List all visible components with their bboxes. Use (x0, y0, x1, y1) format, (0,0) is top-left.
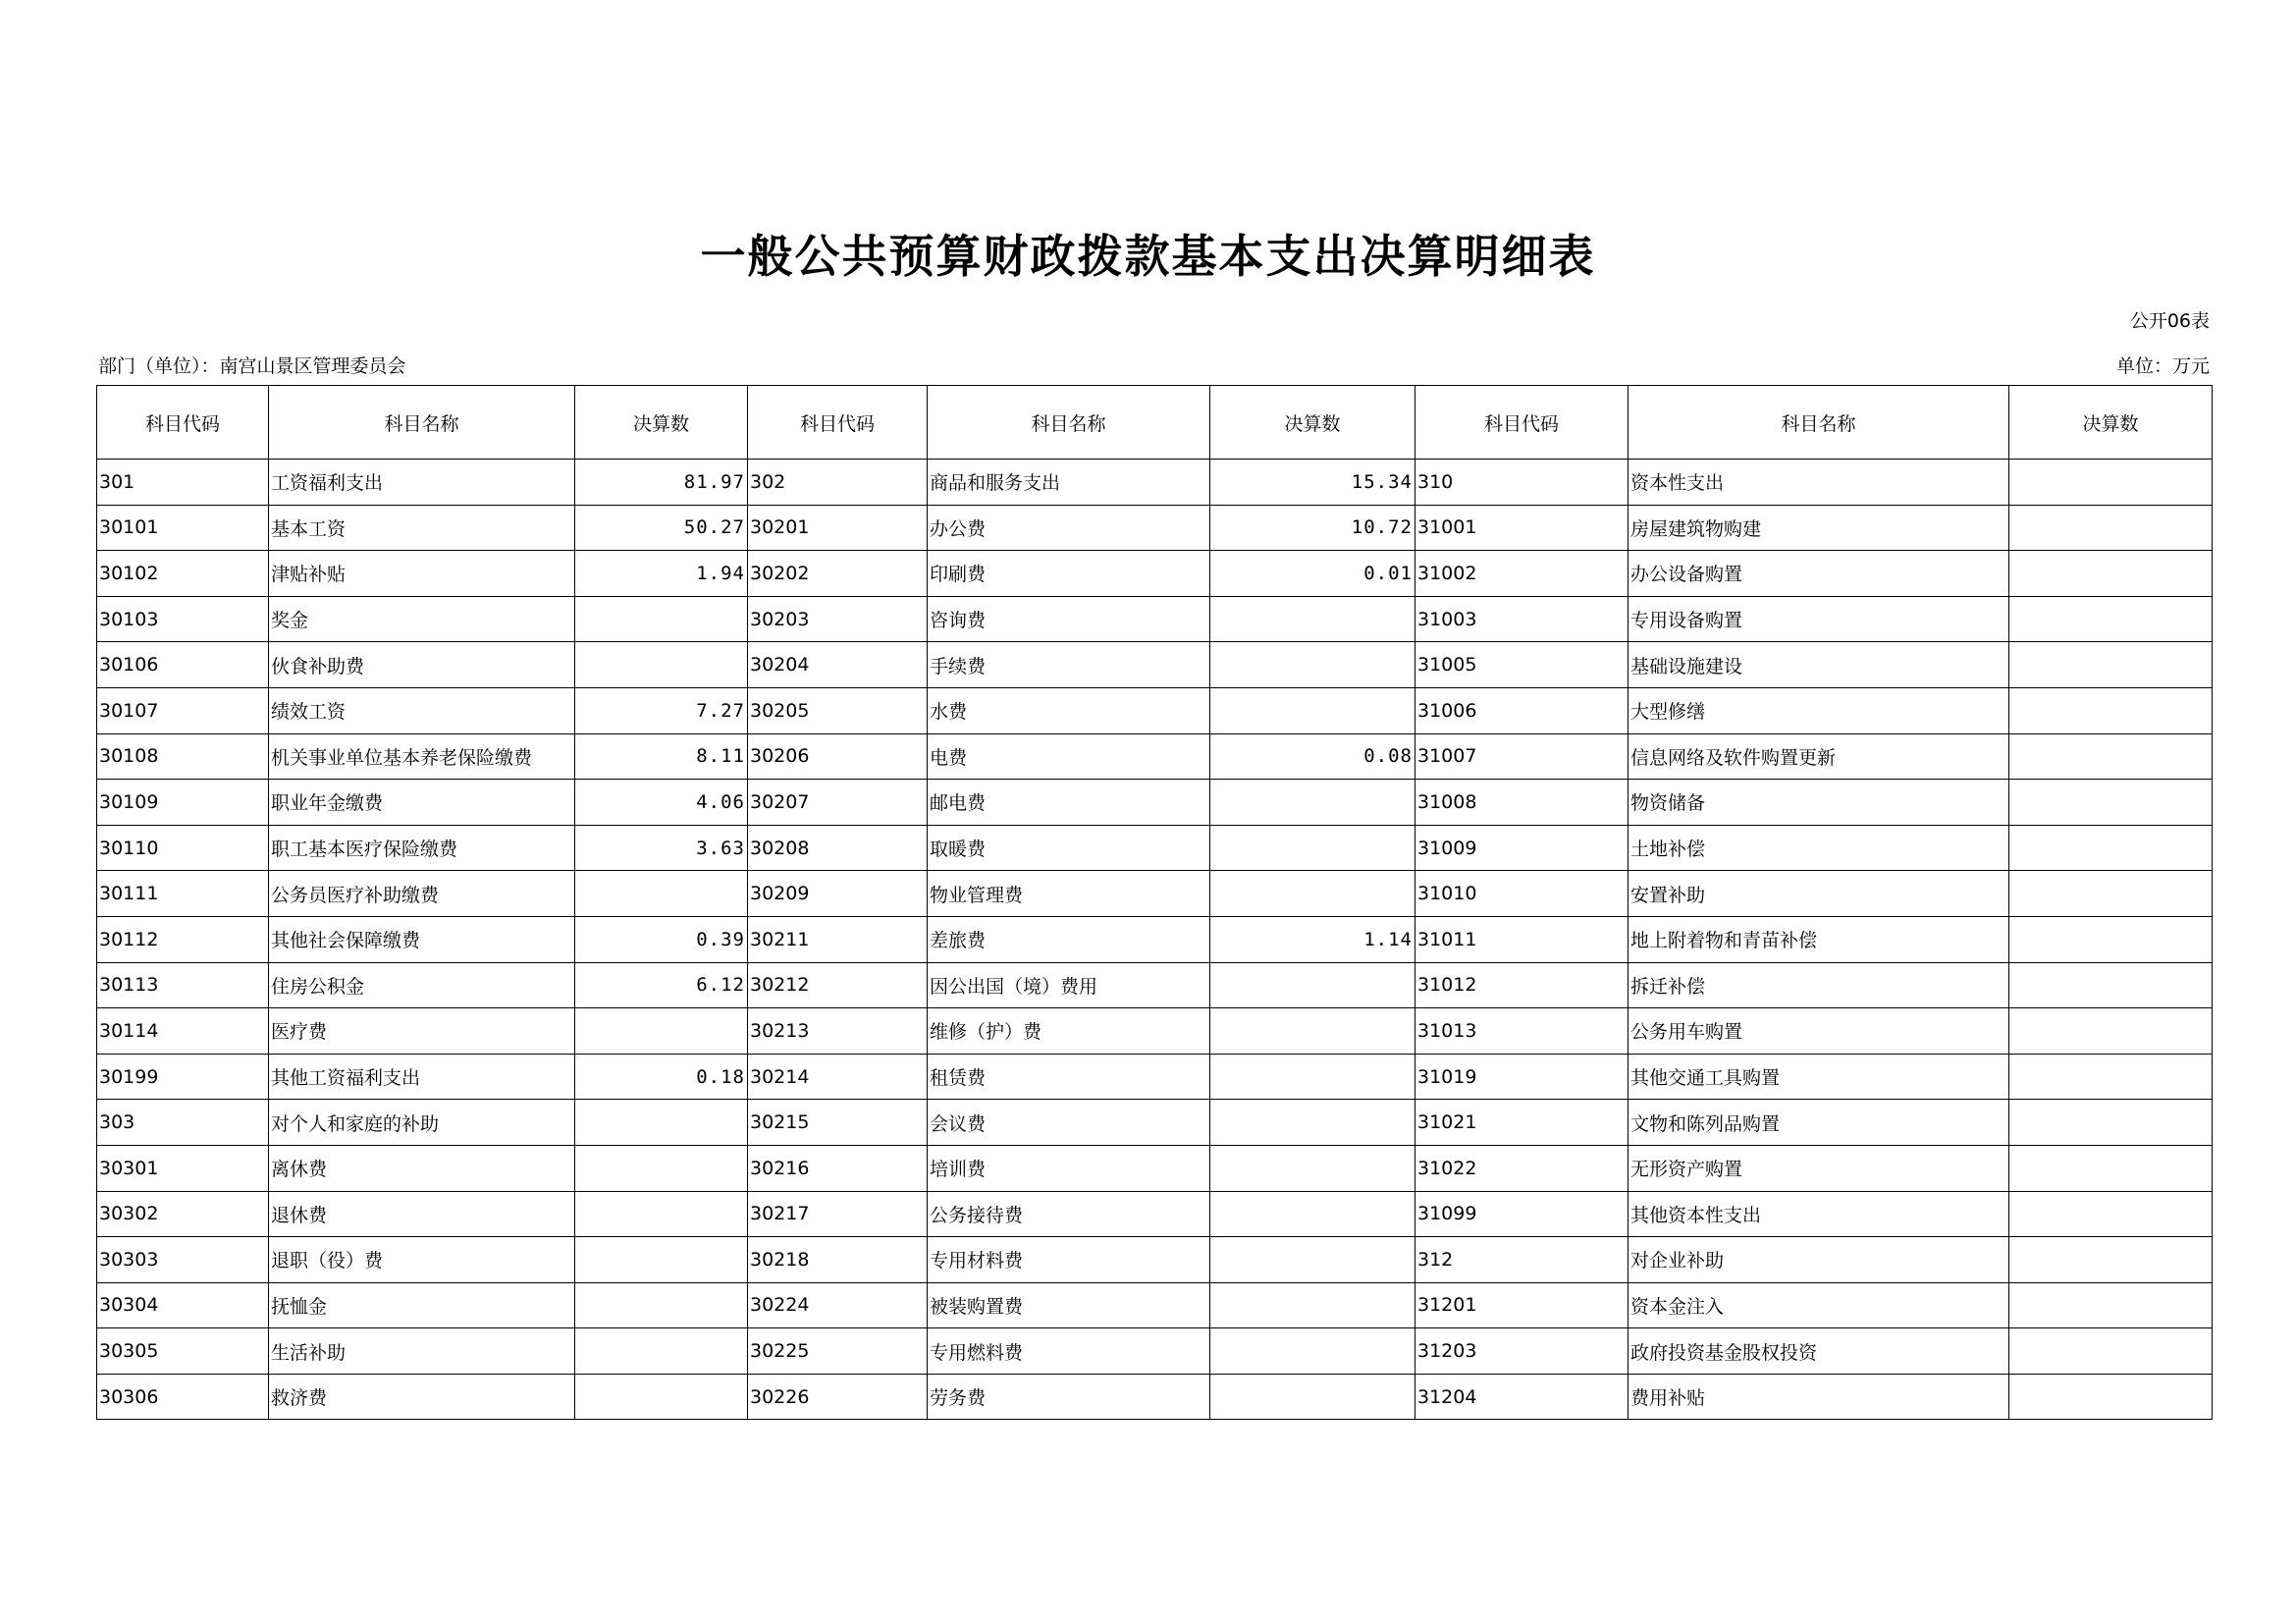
code-cell: 30114 (97, 1008, 269, 1055)
table-row (97, 596, 2213, 642)
amount-cell (575, 1008, 748, 1055)
table-row (97, 687, 2213, 733)
name-cell: 拆迁补偿 (1629, 962, 2009, 1008)
code-cell: 30207 (748, 780, 928, 826)
name-cell: 资本金注入 (1629, 1282, 2009, 1328)
code-cell: 31201 (1415, 1282, 1629, 1328)
amount-cell: 10.72 (1210, 505, 1415, 551)
name-cell: 会议费 (928, 1100, 1210, 1146)
table-row (97, 1191, 2213, 1237)
name-cell: 咨询费 (928, 596, 1210, 642)
code-cell: 30211 (748, 916, 928, 962)
amount-cell (1210, 596, 1415, 642)
amount-cell (1210, 871, 1415, 917)
code-cell: 31022 (1415, 1145, 1629, 1191)
name-cell: 无形资产购置 (1629, 1145, 2009, 1191)
amount-cell: 3.63 (575, 825, 748, 871)
amount-cell: 50.27 (575, 505, 748, 551)
table-body (97, 460, 2213, 1420)
name-cell: 劳务费 (928, 1374, 1210, 1420)
code-cell: 30202 (748, 551, 928, 597)
code-cell: 31005 (1415, 642, 1629, 688)
name-cell: 土地补偿 (1629, 825, 2009, 871)
code-cell: 30217 (748, 1191, 928, 1237)
name-cell: 伙食补助费 (269, 642, 575, 688)
table-row (97, 642, 2213, 688)
amount-cell: 6.12 (575, 962, 748, 1008)
name-cell: 工资福利支出 (269, 460, 575, 506)
name-cell: 差旅费 (928, 916, 1210, 962)
name-cell: 物资储备 (1629, 780, 2009, 826)
code-cell: 31021 (1415, 1100, 1629, 1146)
code-cell: 30303 (97, 1237, 269, 1283)
amount-cell: 0.08 (1210, 733, 1415, 780)
table-row (97, 1145, 2213, 1191)
table-row (97, 1237, 2213, 1283)
code-cell: 30102 (97, 551, 269, 597)
code-cell: 31007 (1415, 733, 1629, 780)
amount-cell (2009, 1100, 2213, 1146)
code-cell: 30301 (97, 1145, 269, 1191)
amount-cell: 81.97 (575, 460, 748, 506)
code-cell: 30226 (748, 1374, 928, 1420)
code-cell: 30209 (748, 871, 928, 917)
code-cell: 31001 (1415, 505, 1629, 551)
name-cell: 职业年金缴费 (269, 780, 575, 826)
amount-cell (2009, 687, 2213, 733)
amount-cell (575, 1191, 748, 1237)
header-amount-1: 决算数 (575, 386, 748, 460)
amount-cell (1210, 1054, 1415, 1100)
amount-cell (1210, 1374, 1415, 1420)
header-name-3: 科目名称 (1629, 386, 2009, 460)
amount-cell (2009, 825, 2213, 871)
code-cell: 30224 (748, 1282, 928, 1328)
header-code-1: 科目代码 (97, 386, 269, 460)
name-cell: 其他交通工具购置 (1629, 1054, 2009, 1100)
code-cell: 30107 (97, 687, 269, 733)
amount-cell: 0.39 (575, 916, 748, 962)
amount-cell (2009, 1328, 2213, 1375)
name-cell: 救济费 (269, 1374, 575, 1420)
name-cell: 医疗费 (269, 1008, 575, 1055)
code-cell: 30213 (748, 1008, 928, 1055)
name-cell: 手续费 (928, 642, 1210, 688)
header-code-3: 科目代码 (1415, 386, 1629, 460)
name-cell: 对企业补助 (1629, 1237, 2009, 1283)
amount-cell (1210, 1008, 1415, 1055)
code-cell: 30108 (97, 733, 269, 780)
amount-cell (1210, 687, 1415, 733)
table-row (97, 551, 2213, 597)
code-cell: 30215 (748, 1100, 928, 1146)
code-cell: 30225 (748, 1328, 928, 1375)
code-cell: 30112 (97, 916, 269, 962)
amount-cell (575, 1100, 748, 1146)
amount-cell (2009, 1191, 2213, 1237)
header-amount-2: 决算数 (1210, 386, 1415, 460)
code-cell: 30214 (748, 1054, 928, 1100)
table-row (97, 916, 2213, 962)
table-header-row (97, 386, 2213, 460)
name-cell: 职工基本医疗保险缴费 (269, 825, 575, 871)
code-cell: 31008 (1415, 780, 1629, 826)
name-cell: 电费 (928, 733, 1210, 780)
amount-cell (1210, 1145, 1415, 1191)
code-cell: 302 (748, 460, 928, 506)
name-cell: 机关事业单位基本养老保险缴费 (269, 733, 575, 780)
amount-cell: 7.27 (575, 687, 748, 733)
header-code-2: 科目代码 (748, 386, 928, 460)
name-cell: 物业管理费 (928, 871, 1210, 917)
amount-cell (575, 1145, 748, 1191)
name-cell: 专用设备购置 (1629, 596, 2009, 642)
name-cell: 费用补贴 (1629, 1374, 2009, 1420)
name-cell: 生活补助 (269, 1328, 575, 1375)
table-row (97, 780, 2213, 826)
name-cell: 房屋建筑物购建 (1629, 505, 2009, 551)
name-cell: 公务用车购置 (1629, 1008, 2009, 1055)
amount-cell (2009, 780, 2213, 826)
amount-cell (2009, 916, 2213, 962)
name-cell: 资本性支出 (1629, 460, 2009, 506)
name-cell: 因公出国（境）费用 (928, 962, 1210, 1008)
code-cell: 31019 (1415, 1054, 1629, 1100)
amount-cell (1210, 1237, 1415, 1283)
amount-cell (1210, 825, 1415, 871)
code-cell: 30111 (97, 871, 269, 917)
table-row (97, 825, 2213, 871)
amount-cell: 8.11 (575, 733, 748, 780)
name-cell: 水费 (928, 687, 1210, 733)
name-cell: 信息网络及软件购置更新 (1629, 733, 2009, 780)
name-cell: 取暖费 (928, 825, 1210, 871)
name-cell: 办公费 (928, 505, 1210, 551)
amount-cell (2009, 1054, 2213, 1100)
amount-cell (575, 871, 748, 917)
amount-cell (2009, 1282, 2213, 1328)
name-cell: 政府投资基金股权投资 (1629, 1328, 2009, 1375)
code-cell: 31009 (1415, 825, 1629, 871)
code-cell: 30302 (97, 1191, 269, 1237)
amount-cell (2009, 460, 2213, 506)
code-cell: 30106 (97, 642, 269, 688)
amount-cell (2009, 871, 2213, 917)
name-cell: 离休费 (269, 1145, 575, 1191)
name-cell: 退休费 (269, 1191, 575, 1237)
amount-cell (2009, 596, 2213, 642)
name-cell: 住房公积金 (269, 962, 575, 1008)
amount-cell (2009, 1237, 2213, 1283)
table-row (97, 1282, 2213, 1328)
code-cell: 30201 (748, 505, 928, 551)
table-row (97, 962, 2213, 1008)
amount-cell (2009, 505, 2213, 551)
amount-cell (2009, 1145, 2213, 1191)
code-cell: 31002 (1415, 551, 1629, 597)
amount-cell: 1.14 (1210, 916, 1415, 962)
header-name-2: 科目名称 (928, 386, 1210, 460)
name-cell: 办公设备购置 (1629, 551, 2009, 597)
code-cell: 30113 (97, 962, 269, 1008)
code-cell: 31006 (1415, 687, 1629, 733)
name-cell: 印刷费 (928, 551, 1210, 597)
name-cell: 专用材料费 (928, 1237, 1210, 1283)
name-cell: 抚恤金 (269, 1282, 575, 1328)
amount-cell (2009, 733, 2213, 780)
code-cell: 30306 (97, 1374, 269, 1420)
name-cell: 商品和服务支出 (928, 460, 1210, 506)
amount-cell (1210, 642, 1415, 688)
amount-cell: 4.06 (575, 780, 748, 826)
code-cell: 30203 (748, 596, 928, 642)
amount-cell (2009, 1374, 2213, 1420)
name-cell: 租赁费 (928, 1054, 1210, 1100)
amount-cell (2009, 642, 2213, 688)
form-number: 公开06表 (2129, 310, 2210, 332)
amount-cell: 1.94 (575, 551, 748, 597)
amount-cell (575, 642, 748, 688)
name-cell: 培训费 (928, 1145, 1210, 1191)
code-cell: 30205 (748, 687, 928, 733)
name-cell: 大型修缮 (1629, 687, 2009, 733)
code-cell: 30204 (748, 642, 928, 688)
amount-cell: 0.18 (575, 1054, 748, 1100)
name-cell: 文物和陈列品购置 (1629, 1100, 2009, 1146)
code-cell: 30199 (97, 1054, 269, 1100)
department-label: 部门（单位）：南宫山景区管理委员会 (98, 355, 406, 377)
code-cell: 30304 (97, 1282, 269, 1328)
table-row (97, 733, 2213, 780)
code-cell: 30109 (97, 780, 269, 826)
code-cell: 30216 (748, 1145, 928, 1191)
name-cell: 奖金 (269, 596, 575, 642)
code-cell: 31013 (1415, 1008, 1629, 1055)
name-cell: 公务员医疗补助缴费 (269, 871, 575, 917)
amount-cell (575, 1328, 748, 1375)
amount-cell (1210, 1100, 1415, 1146)
amount-cell (2009, 1008, 2213, 1055)
code-cell: 301 (97, 460, 269, 506)
name-cell: 退职（役）费 (269, 1237, 575, 1283)
amount-cell (2009, 962, 2213, 1008)
unit-label: 单位：万元 (2115, 355, 2210, 377)
table-row (97, 871, 2213, 917)
code-cell: 303 (97, 1100, 269, 1146)
amount-cell (1210, 1282, 1415, 1328)
code-cell: 31204 (1415, 1374, 1629, 1420)
table-row (97, 460, 2213, 506)
name-cell: 其他资本性支出 (1629, 1191, 2009, 1237)
name-cell: 邮电费 (928, 780, 1210, 826)
amount-cell (1210, 962, 1415, 1008)
header-name-1: 科目名称 (269, 386, 575, 460)
amount-cell (1210, 1191, 1415, 1237)
amount-cell: 15.34 (1210, 460, 1415, 506)
name-cell: 地上附着物和青苗补偿 (1629, 916, 2009, 962)
amount-cell (2009, 551, 2213, 597)
code-cell: 31099 (1415, 1191, 1629, 1237)
name-cell: 被装购置费 (928, 1282, 1210, 1328)
name-cell: 基本工资 (269, 505, 575, 551)
code-cell: 31011 (1415, 916, 1629, 962)
code-cell: 30103 (97, 596, 269, 642)
name-cell: 安置补助 (1629, 871, 2009, 917)
name-cell: 对个人和家庭的补助 (269, 1100, 575, 1146)
table-row (97, 1054, 2213, 1100)
name-cell: 其他工资福利支出 (269, 1054, 575, 1100)
table-row (97, 1374, 2213, 1420)
code-cell: 31003 (1415, 596, 1629, 642)
name-cell: 维修（护）费 (928, 1008, 1210, 1055)
header-amount-3: 决算数 (2009, 386, 2213, 460)
table-row (97, 1100, 2213, 1146)
code-cell: 30101 (97, 505, 269, 551)
code-cell: 30206 (748, 733, 928, 780)
name-cell: 其他社会保障缴费 (269, 916, 575, 962)
expenditure-table (96, 385, 2213, 1420)
code-cell: 310 (1415, 460, 1629, 506)
name-cell: 津贴补贴 (269, 551, 575, 597)
code-cell: 30212 (748, 962, 928, 1008)
code-cell: 31010 (1415, 871, 1629, 917)
code-cell: 30305 (97, 1328, 269, 1375)
amount-cell (575, 1374, 748, 1420)
name-cell: 公务接待费 (928, 1191, 1210, 1237)
code-cell: 31203 (1415, 1328, 1629, 1375)
code-cell: 31012 (1415, 962, 1629, 1008)
amount-cell (575, 1237, 748, 1283)
code-cell: 30208 (748, 825, 928, 871)
amount-cell: 0.01 (1210, 551, 1415, 597)
amount-cell (575, 1282, 748, 1328)
code-cell: 30218 (748, 1237, 928, 1283)
name-cell: 绩效工资 (269, 687, 575, 733)
table-row (97, 1008, 2213, 1055)
table-row (97, 505, 2213, 551)
name-cell: 基础设施建设 (1629, 642, 2009, 688)
amount-cell (1210, 1328, 1415, 1375)
code-cell: 312 (1415, 1237, 1629, 1283)
amount-cell (575, 596, 748, 642)
table-row (97, 1328, 2213, 1375)
code-cell: 30110 (97, 825, 269, 871)
amount-cell (1210, 780, 1415, 826)
name-cell: 专用燃料费 (928, 1328, 1210, 1375)
page-title: 一般公共预算财政拨款基本支出决算明细表 (700, 230, 1596, 283)
